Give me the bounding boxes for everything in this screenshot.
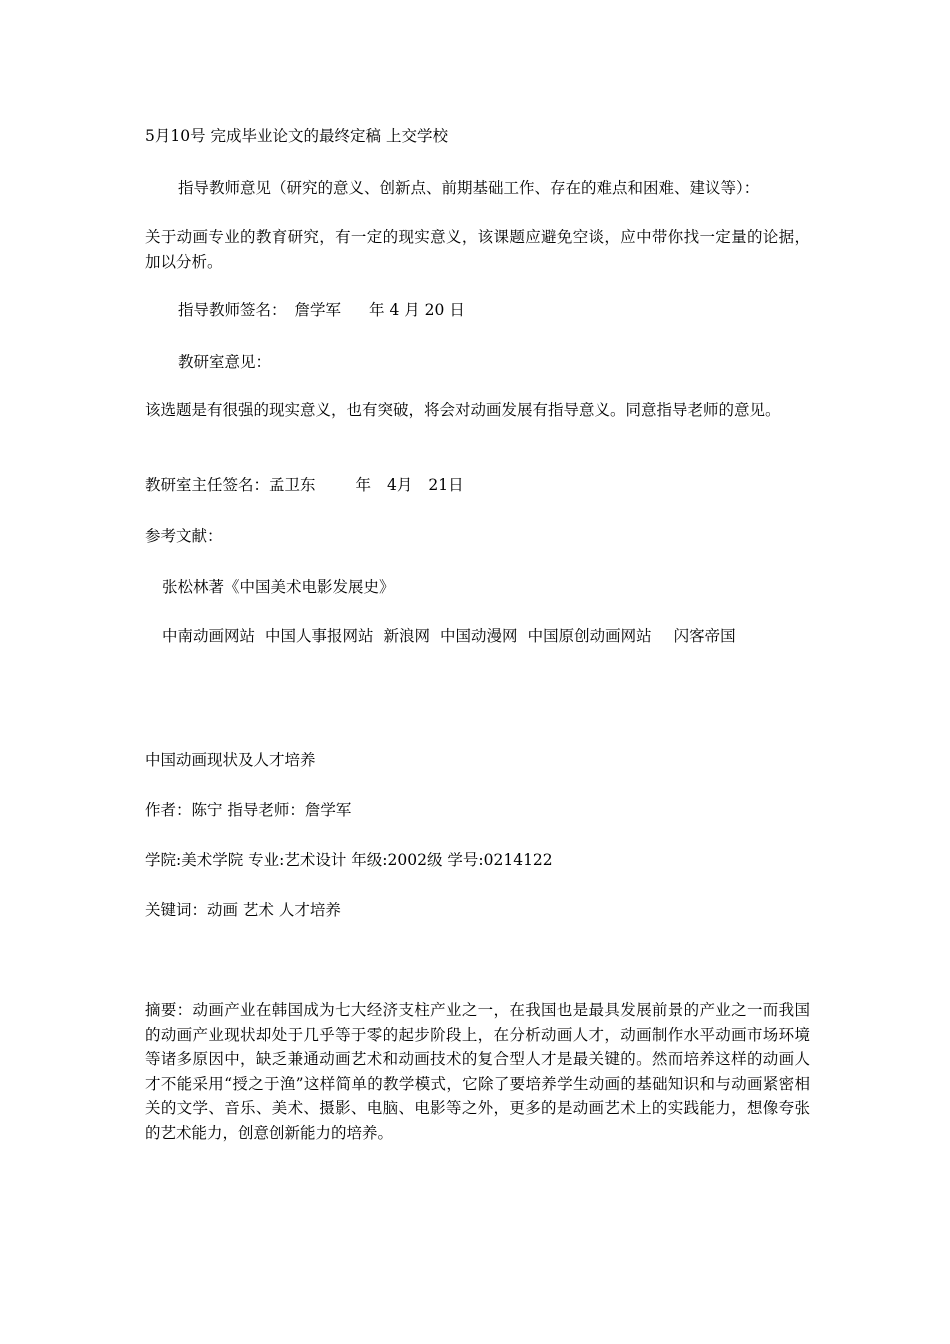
- reference-websites: [162, 626, 736, 646]
- department-opinion-heading: 教研室意见：: [178, 353, 272, 371]
- advisor-signature-date: 年 4 月 20 日: [369, 301, 465, 319]
- department-date-year: 年: [355, 476, 372, 494]
- schedule-line: 5月10号 完成毕业论文的最终定稿 上交学校: [145, 127, 448, 145]
- reference-website: 中国动漫网: [440, 627, 518, 645]
- reference-website: 中国人事报网站: [265, 627, 374, 645]
- paper-info-line: 学院:美术学院 专业:艺术设计 年级:2002级 学号:0214122: [145, 851, 553, 869]
- paper-abstract: 摘要：动画产业在韩国成为七大经济支柱产业之一，在我国也是最具发展前景的产业之一而我国的动画产业现状却处于几乎等于零的起步阶段上，在分析动画人才，动画制作水平动画市场环境等诸多原因中，缺乏兼通动画艺术和动画技术的复合型人才是最关键的。然而培养这样的动画人才不能采用“授之于渔”这样简单的教学模式，它除了要培养学生动画的基础知识和与动画紧密相关的文学、音乐、美术、摄影、电脑、电影等之外，更多的是动画艺术上的实践能力，想像夸张的艺术能力，创意创新能力的培养。: [145, 1001, 810, 1142]
- reference-website: 闪客帝国: [673, 627, 736, 645]
- paper-title: 中国动画现状及人才培养: [145, 751, 316, 769]
- department-signature-line: [145, 475, 464, 495]
- department-opinion-text: 该选题是有很强的现实意义，也有突破，将会对动画发展有指导意义。同意指导老师的意见。: [145, 401, 781, 419]
- paper-author-line: 作者：陈宁 指导老师：詹学军: [145, 801, 352, 819]
- department-signature-name: 孟卫东: [269, 476, 316, 494]
- department-signature-label: 教研室主任签名：: [145, 476, 270, 494]
- advisor-signature-name: 詹学军: [294, 301, 342, 319]
- advisor-signature-line: [178, 300, 465, 320]
- references-heading: 参考文献：: [145, 527, 223, 545]
- advisor-signature-label: 指导教师签名：: [178, 301, 287, 319]
- advisor-opinion-text: 关于动画专业的教育研究，有一定的现实意义，该课题应避免空谈，应中带你找一定量的论据，加以分析。: [145, 228, 810, 271]
- reference-website: 中南动画网站: [162, 627, 256, 645]
- reference-website: 中国原创动画网站: [527, 627, 652, 645]
- department-date-month: 4月: [387, 476, 413, 494]
- advisor-opinion-heading: 指导教师意见（研究的意义、创新点、前期基础工作、存在的难点和困难、建议等）：: [178, 179, 760, 197]
- reference-website: 新浪网: [383, 627, 431, 645]
- department-date-day: 21日: [428, 476, 464, 494]
- reference-book: 张松林著《中国美术电影发展史》: [162, 578, 395, 596]
- paper-keywords-line: 关键词：动画 艺术 人才培养: [145, 901, 341, 919]
